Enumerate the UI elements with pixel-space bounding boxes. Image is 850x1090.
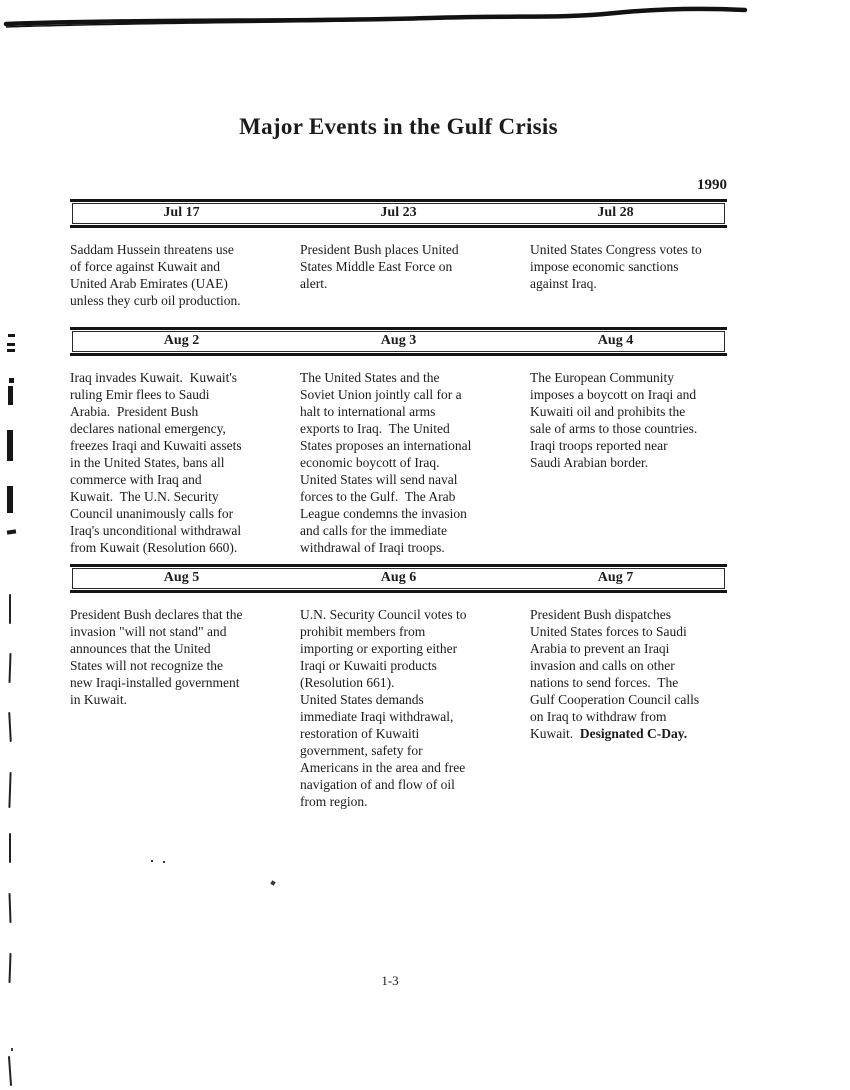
scan-artifact: [8, 893, 11, 923]
event-cell-aug-2: Iraq invades Kuwait. Kuwait's ruling Emir flees to Saudi Arabia. President Bush declares national emergency, freezes Iraqi and Kuwaiti assets in the United States, bans all commerce with Iraq and Kuwait. The U.N. Security Council unanimously calls for Iraq's unconditional withdrawal from Kuwait (Resolution 660).: [70, 370, 242, 555]
scan-artifact: [8, 334, 15, 337]
event-cell-jul-17: Saddam Hussein threatens use of force against Kuwait and United Arab Emirates (UAE) unless they curb oil production.: [70, 242, 241, 308]
scan-artifact: [7, 430, 13, 461]
year-label: 1990: [697, 177, 727, 193]
page-number: 1-3: [381, 973, 399, 988]
events-row-aug-2-4: [70, 369, 770, 556]
date-header-band-aug-5-7: [70, 564, 727, 593]
scan-artifact: [7, 343, 15, 346]
date-header-aug-3: Aug 3: [380, 333, 417, 348]
event-cell-jul-28: United States Congress votes to impose economic sanctions against Iraq.: [530, 242, 702, 291]
date-header-aug-5: Aug 5: [163, 570, 200, 585]
page-title: Major Events in the Gulf Crisis: [239, 114, 558, 139]
scan-artifact: [8, 772, 11, 808]
scan-artifact: [151, 860, 153, 862]
scan-artifact: [163, 861, 165, 863]
date-header-aug-2: Aug 2: [163, 333, 200, 348]
scan-artifact: [9, 594, 11, 624]
top-scan-rule: [0, 0, 850, 40]
event-cell-aug-4: The European Community imposes a boycott on Iraqi and Kuwaiti oil and prohibits the sale of arms to those countries. Iraqi troops reported near Saudi Arabian border.: [530, 370, 698, 470]
date-header-jul-28: Jul 28: [597, 205, 634, 220]
events-row-aug-5-7: [70, 606, 770, 810]
date-header-aug-4: Aug 4: [597, 333, 634, 348]
scan-artifact: [8, 386, 13, 405]
event-cell-aug-3: The United States and the Soviet Union jointly call for a halt to international arms exports to Iraq. The United States proposes an international economic boycott of Iraq. United States will send naval forces to the Gulf. The Arab League condemns the invasion and calls for the immediate withdrawal of Iraqi troops.: [300, 370, 472, 555]
date-header-jul-17: Jul 17: [163, 205, 200, 220]
scan-artifact: [8, 653, 11, 683]
event-cell-aug-7: President Bush dispatches United States forces to Saudi Arabia to prevent an Iraqi invasion and calls on other nations to send forces. The Gulf Cooperation Council calls on Iraq to withdraw from Kuwait. Designated C-Day.: [530, 607, 700, 741]
scan-artifact: [8, 712, 12, 742]
events-row-jul: [70, 241, 770, 309]
scan-artifact: [7, 486, 13, 513]
date-header-aug-7: Aug 7: [597, 570, 634, 585]
date-header-jul-23: Jul 23: [380, 205, 417, 220]
scan-artifact: [7, 349, 15, 352]
event-cell-jul-23: President Bush places United States Middle East Force on alert.: [300, 242, 459, 291]
scan-artifact: [8, 953, 11, 983]
scan-artifact: [270, 880, 275, 885]
scan-artifact: [11, 1048, 13, 1051]
scan-artifact: [7, 529, 16, 534]
date-header-band-jul: [70, 199, 727, 228]
scan-artifact: [8, 1056, 12, 1086]
date-header-aug-6: Aug 6: [380, 570, 417, 585]
scan-artifact: [9, 378, 14, 383]
bold-phrase: Designated C-Day.: [579, 726, 688, 741]
event-cell-aug-6: U.N. Security Council votes to prohibit members from importing or exporting either Iraqi or Kuwaiti products (Resolution 661). United States demands immediate Iraqi withdrawal, restoration of Kuwaiti government, safety for Americans in the area and free navigation of and flow of oil from region.: [300, 607, 467, 809]
scan-artifact: [9, 833, 11, 863]
date-header-band-aug-2-4: [70, 327, 727, 356]
event-cell-aug-5: President Bush declares that the invasion "will not stand" and announces that the United States will not recognize the new Iraqi-installed government in Kuwait.: [70, 607, 243, 707]
